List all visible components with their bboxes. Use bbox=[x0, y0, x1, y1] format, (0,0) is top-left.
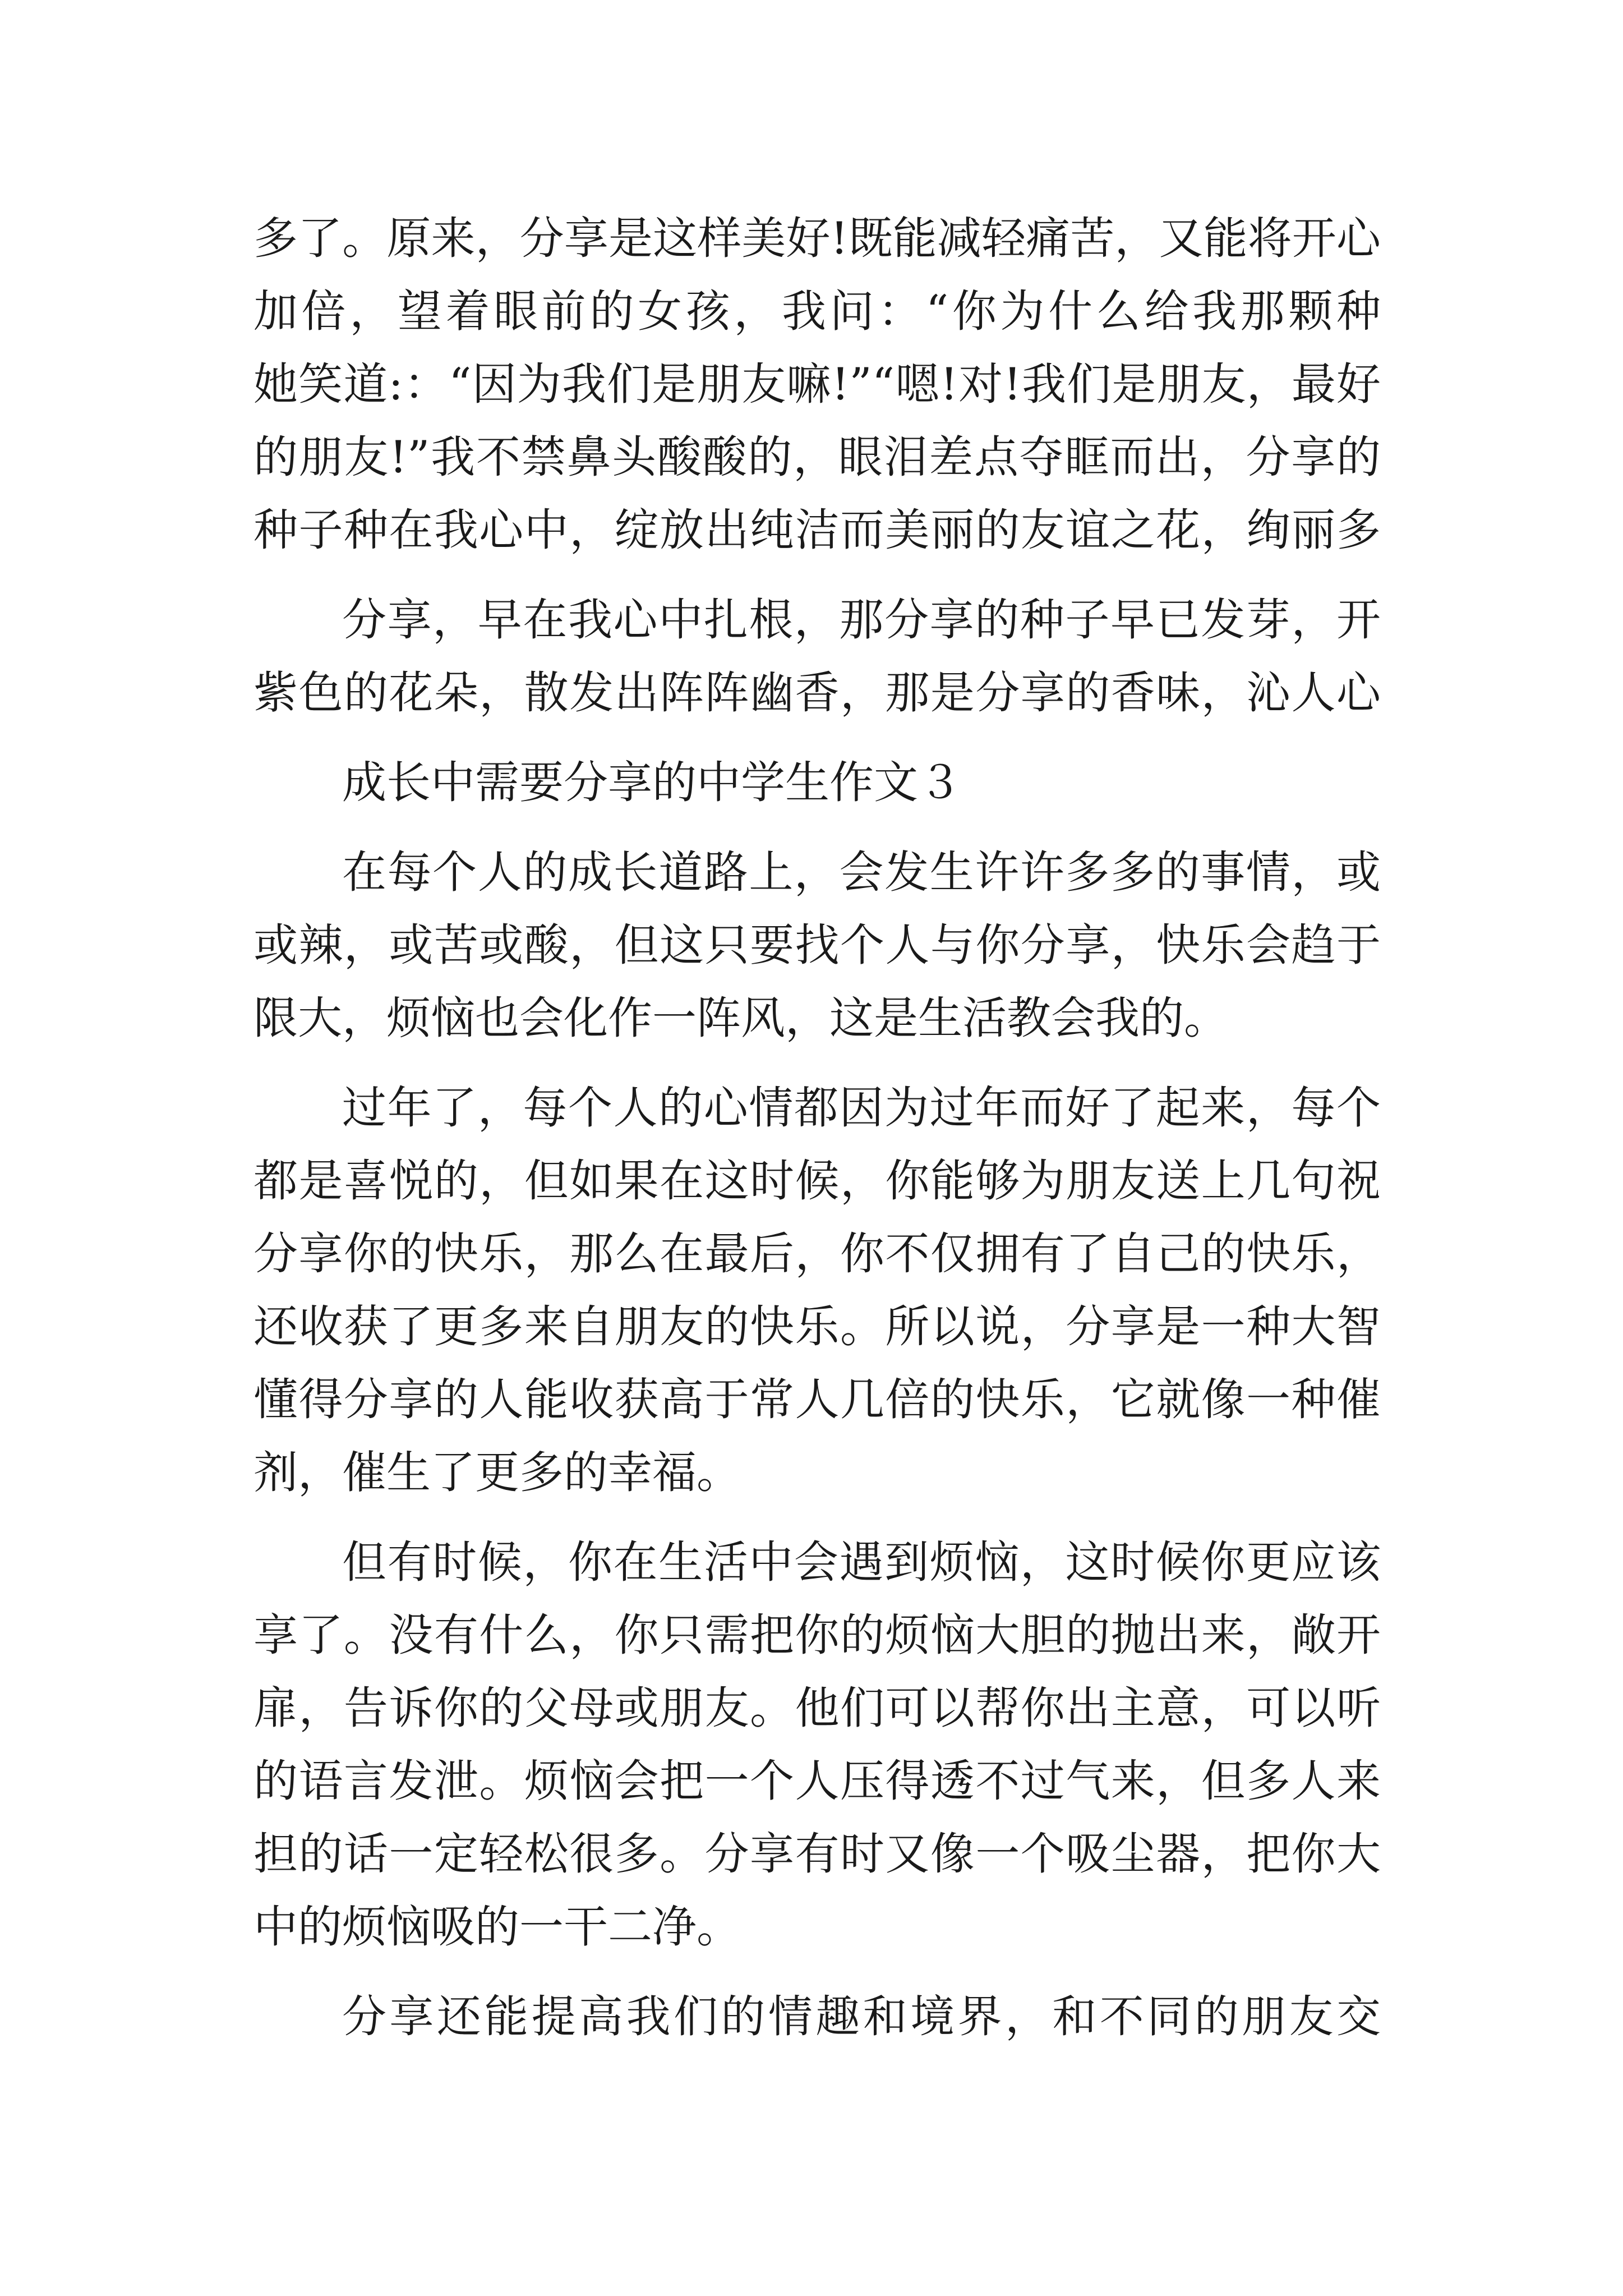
text-line: 在每个人的成长道路上，会发生许许多多的事情，或 bbox=[342, 846, 1381, 898]
text-line: 种子种在我心中，绽放出纯洁而美丽的友谊之花，绚丽多 bbox=[253, 504, 1381, 556]
paragraph-gap bbox=[253, 1055, 1381, 1071]
text-line: 加倍，望着眼前的女孩，我问：“你为什么给我那颗种 bbox=[253, 286, 1381, 337]
paragraph-gap bbox=[253, 567, 1381, 583]
text-line: 紫色的花朵，散发出阵阵幽香，那是分享的香味，沁人心 bbox=[253, 667, 1381, 719]
paragraph-gap bbox=[253, 1509, 1381, 1526]
paragraph-gap bbox=[253, 1963, 1381, 1980]
text-line: 中的烦恼吸的一干二净。 bbox=[253, 1901, 741, 1953]
text-line: 过年了，每个人的心情都因为过年而好了起来，每个 bbox=[342, 1082, 1381, 1134]
text-line: 分享，早在我心中扎根，那分享的种子早已发芽，开 bbox=[342, 594, 1381, 646]
text-line: 扉，告诉你的父母或朋友。他们可以帮你出主意，可以听 bbox=[253, 1682, 1381, 1734]
text-line: 限大，烦恼也会化作一阵风，这是生活教会我的。 bbox=[253, 992, 1228, 1044]
text-line: 分享你的快乐，那么在最后，你不仅拥有了自己的快乐， bbox=[253, 1228, 1381, 1280]
text-line: 剂，催生了更多的幸福。 bbox=[253, 1447, 741, 1498]
text-line: 担的话一定轻松很多。分享有时又像一个吸尘器，把你大 bbox=[253, 1828, 1381, 1880]
paragraph-gap bbox=[253, 729, 1381, 746]
text-line: 享了。没有什么，你只需把你的烦恼大胆的抛出来，敞开 bbox=[253, 1609, 1381, 1661]
document-body bbox=[253, 202, 1381, 2053]
text-line: 的朋友!”我不禁鼻头酸酸的，眼泪差点夺眶而出，分享的 bbox=[253, 431, 1381, 483]
text-line: 的语言发泄。烦恼会把一个人压得透不过气来，但多人来 bbox=[253, 1755, 1381, 1807]
text-line: 都是喜悦的，但如果在这时候，你能够为朋友送上几句祝 bbox=[253, 1155, 1381, 1207]
text-line: 多了。原来，分享是这样美好!既能减轻痛苦，又能将开心 bbox=[253, 213, 1381, 264]
paragraph-gap bbox=[253, 819, 1381, 836]
text-line: 分享还能提高我们的情趣和境界，和不同的朋友交 bbox=[342, 1991, 1381, 2042]
text-line: 但有时候，你在生活中会遇到烦恼，这时候你更应该 bbox=[342, 1536, 1381, 1588]
text-line: 还收获了更多来自朋友的快乐。所以说，分享是一种大智 bbox=[253, 1301, 1381, 1352]
text-line: 或辣，或苦或酸，但这只要找个人与你分享，快乐会趋于 bbox=[253, 919, 1381, 971]
text-line: 懂得分享的人能收获高于常人几倍的快乐，它就像一种催 bbox=[253, 1374, 1381, 1425]
text-line: 成长中需要分享的中学生作文３ bbox=[342, 757, 962, 808]
text-line: 她笑道:：“因为我们是朋友嘛!”“嗯!对!我们是朋友，最好 bbox=[253, 358, 1381, 410]
